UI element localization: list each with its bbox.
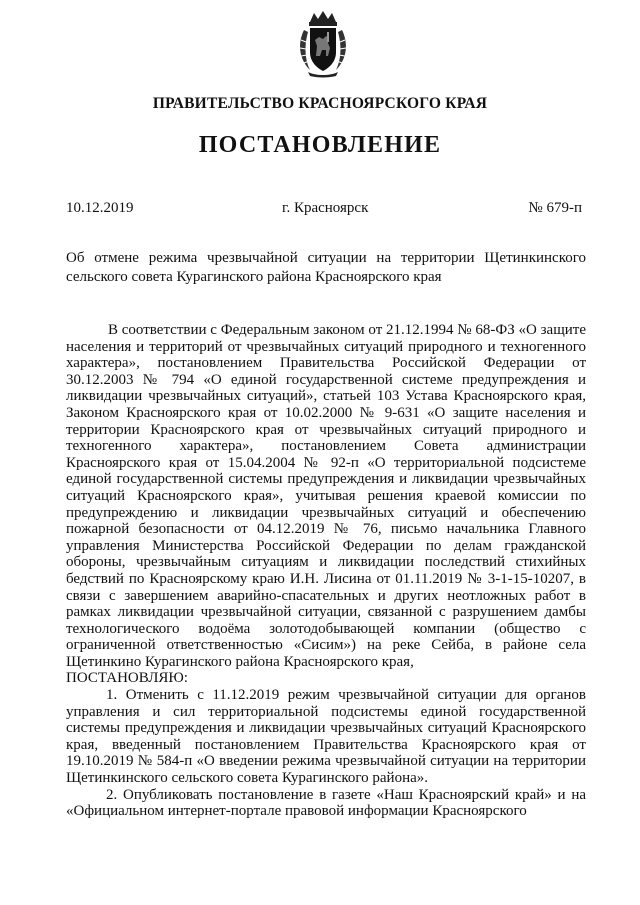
item-2-paragraph: 2. Опубликовать постановление в газете «Наш Красноярский край» и на «Официальном интернет-портале правовой информации Красноярского [66, 786, 586, 820]
preamble-paragraph: В соответствии с Федеральным законом от 21.12.1994 № 68-ФЗ «О защите населения и территорий от чрезвычайных ситуаций природного и техногенного характера», постановлением Правительства Российской Федерации от 30.12.2003 № 794 «О единой государственной системе предупреждения и ликвидации чрезвычайных ситуаций», статьей 103 Устава Красноярского края, Законом Красноярского края от 10.02.2000 № 9-631 «О защите населения и территории Красноярского края от чрезвычайных ситуаций природного и техногенного характера», постановлением Совета администрации Красноярского края от 15.04.2004 № 92-п «О территориальной подсистеме единой государственной системы предупреждения и ликвидации чрезвычайных ситуаций Красноярского края», учитывая решения краевой комиссии по предупреждению и ликвидации чрезвычайных ситуаций и обеспечению пожарной безопасности от 04.12.2019 № 76, письмо начальника Главного управления Министерства Российской Федерации по делам гражданской обороны, чрезвычайным ситуациям и ликвидации последствий стихийных бедствий по Красноярскому краю И.Н. Лисина от 01.11.2019 № 3-1-15-10207, в связи с завершением аварийно-спасательных и других неотложных работ в рамках ликвидации чрезвычайной ситуации, связанной с разрушением дамбы технологического водоёма золотодобывающей компании (общество с ограниченной ответственностью «Сисим») на реке Сейба, в районе села Щетинкино Курагинского района Красноярского края, [66, 322, 586, 670]
document-city: г. Красноярск [282, 200, 369, 216]
document-type-title: ПОСТАНОВЛЕНИЕ [198, 132, 442, 158]
decree-heading: ПОСТАНОВЛЯЮ: [66, 670, 188, 687]
government-name: ПРАВИТЕЛЬСТВО КРАСНОЯРСКОГО КРАЯ [152, 95, 488, 112]
document-number: № 679-п [528, 200, 582, 216]
krasnoyarsk-coat-of-arms-icon [296, 10, 350, 78]
document-date: 10.12.2019 [66, 200, 134, 216]
document-body [66, 322, 586, 820]
item-1-paragraph: 1. Отменить с 11.12.2019 режим чрезвычайной ситуации для органов управления и сил территориальной подсистемы единой государственной системы предупреждения и ликвидации чрезвычайных ситуаций Красноярского края, введенный постановлением Правительства Красноярского края от 19.10.2019 № 584-п «О введении режима чрезвычайной ситуации на территории Щетинкинского сельского совета Курагинского района». [66, 687, 586, 787]
document-subject: Об отмене режима чрезвычайной ситуации на территории Щетинкинского сельского совета Курагинского района Красноярского края [66, 250, 586, 285]
